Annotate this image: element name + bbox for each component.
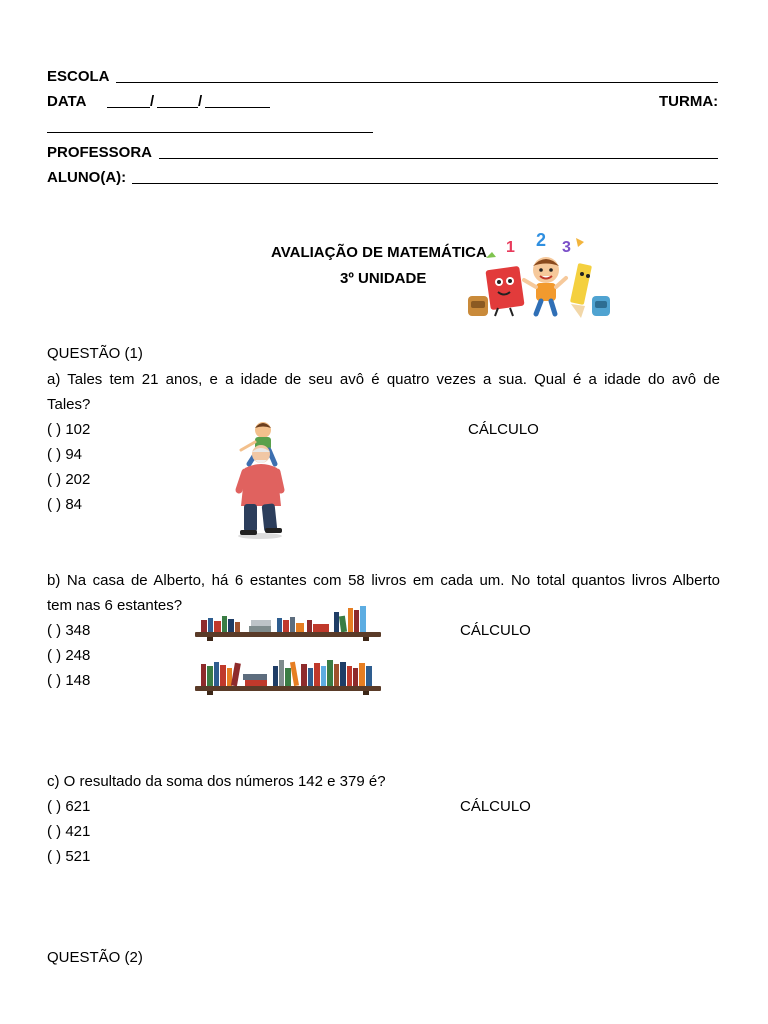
answer-option[interactable]: ( ) 521 bbox=[47, 848, 91, 865]
date-label: DATA bbox=[47, 93, 87, 110]
digit-2-art: 2 bbox=[536, 230, 547, 250]
calculation-label: CÁLCULO bbox=[460, 622, 531, 639]
date-year-field-line[interactable] bbox=[205, 107, 270, 108]
bookshelves-illustration bbox=[193, 598, 383, 700]
question-1a-text bbox=[47, 367, 720, 417]
student-field-line[interactable] bbox=[132, 183, 718, 184]
calculation-label: CÁLCULO bbox=[460, 798, 531, 815]
question-1b-line: tem nas 6 estantes? bbox=[47, 597, 183, 614]
question-1c-text: c) O resultado da soma dos números 142 e 379 é? bbox=[47, 773, 386, 790]
answer-option[interactable]: ( ) 421 bbox=[47, 823, 91, 840]
digit-1-art: 1 bbox=[506, 239, 515, 256]
answer-option[interactable]: ( ) 202 bbox=[47, 471, 91, 488]
answer-option[interactable]: ( ) 84 bbox=[47, 496, 83, 513]
class-field-line[interactable] bbox=[47, 132, 373, 133]
question-1a-line: a) Tales tem 21 anos, e a idade de seu avô é quatro vezes a sua. Qual é a idade do avô de bbox=[47, 371, 720, 388]
school-field-line[interactable] bbox=[116, 82, 718, 83]
answer-option[interactable]: ( ) 94 bbox=[47, 446, 83, 463]
exam-title: AVALIAÇÃO DE MATEMÁTICA bbox=[271, 244, 487, 261]
answer-option[interactable]: ( ) 348 bbox=[47, 622, 91, 639]
question-2-heading: QUESTÃO (2) bbox=[47, 949, 143, 966]
digit-3-art: 3 bbox=[562, 239, 571, 256]
class-label: TURMA: bbox=[659, 93, 719, 110]
teacher-field-line[interactable] bbox=[159, 158, 718, 159]
grandpa-and-grandson-illustration bbox=[225, 420, 295, 540]
answer-option[interactable]: ( ) 248 bbox=[47, 647, 91, 664]
date-day-field-line[interactable] bbox=[107, 107, 150, 108]
question-1-heading: QUESTÃO (1) bbox=[47, 345, 143, 362]
student-label: ALUNO(A): bbox=[47, 169, 127, 186]
answer-option[interactable]: ( ) 102 bbox=[47, 421, 91, 438]
question-1b-text bbox=[47, 568, 720, 618]
date-month-field-line[interactable] bbox=[157, 107, 198, 108]
date-separator: / bbox=[150, 93, 155, 110]
school-kids-illustration bbox=[458, 230, 613, 320]
date-separator: / bbox=[198, 93, 203, 110]
teacher-label: PROFESSORA bbox=[47, 144, 153, 161]
question-1b-line: b) Na casa de Alberto, há 6 estantes com 58 livros em cada um. No total quantos livros Alberto bbox=[47, 572, 720, 589]
exam-subtitle: 3º UNIDADE bbox=[340, 270, 427, 287]
calculation-label: CÁLCULO bbox=[468, 421, 539, 438]
school-label: ESCOLA bbox=[47, 68, 110, 85]
answer-option[interactable]: ( ) 621 bbox=[47, 798, 91, 815]
answer-option[interactable]: ( ) 148 bbox=[47, 672, 91, 689]
question-1a-line: Tales? bbox=[47, 396, 91, 413]
